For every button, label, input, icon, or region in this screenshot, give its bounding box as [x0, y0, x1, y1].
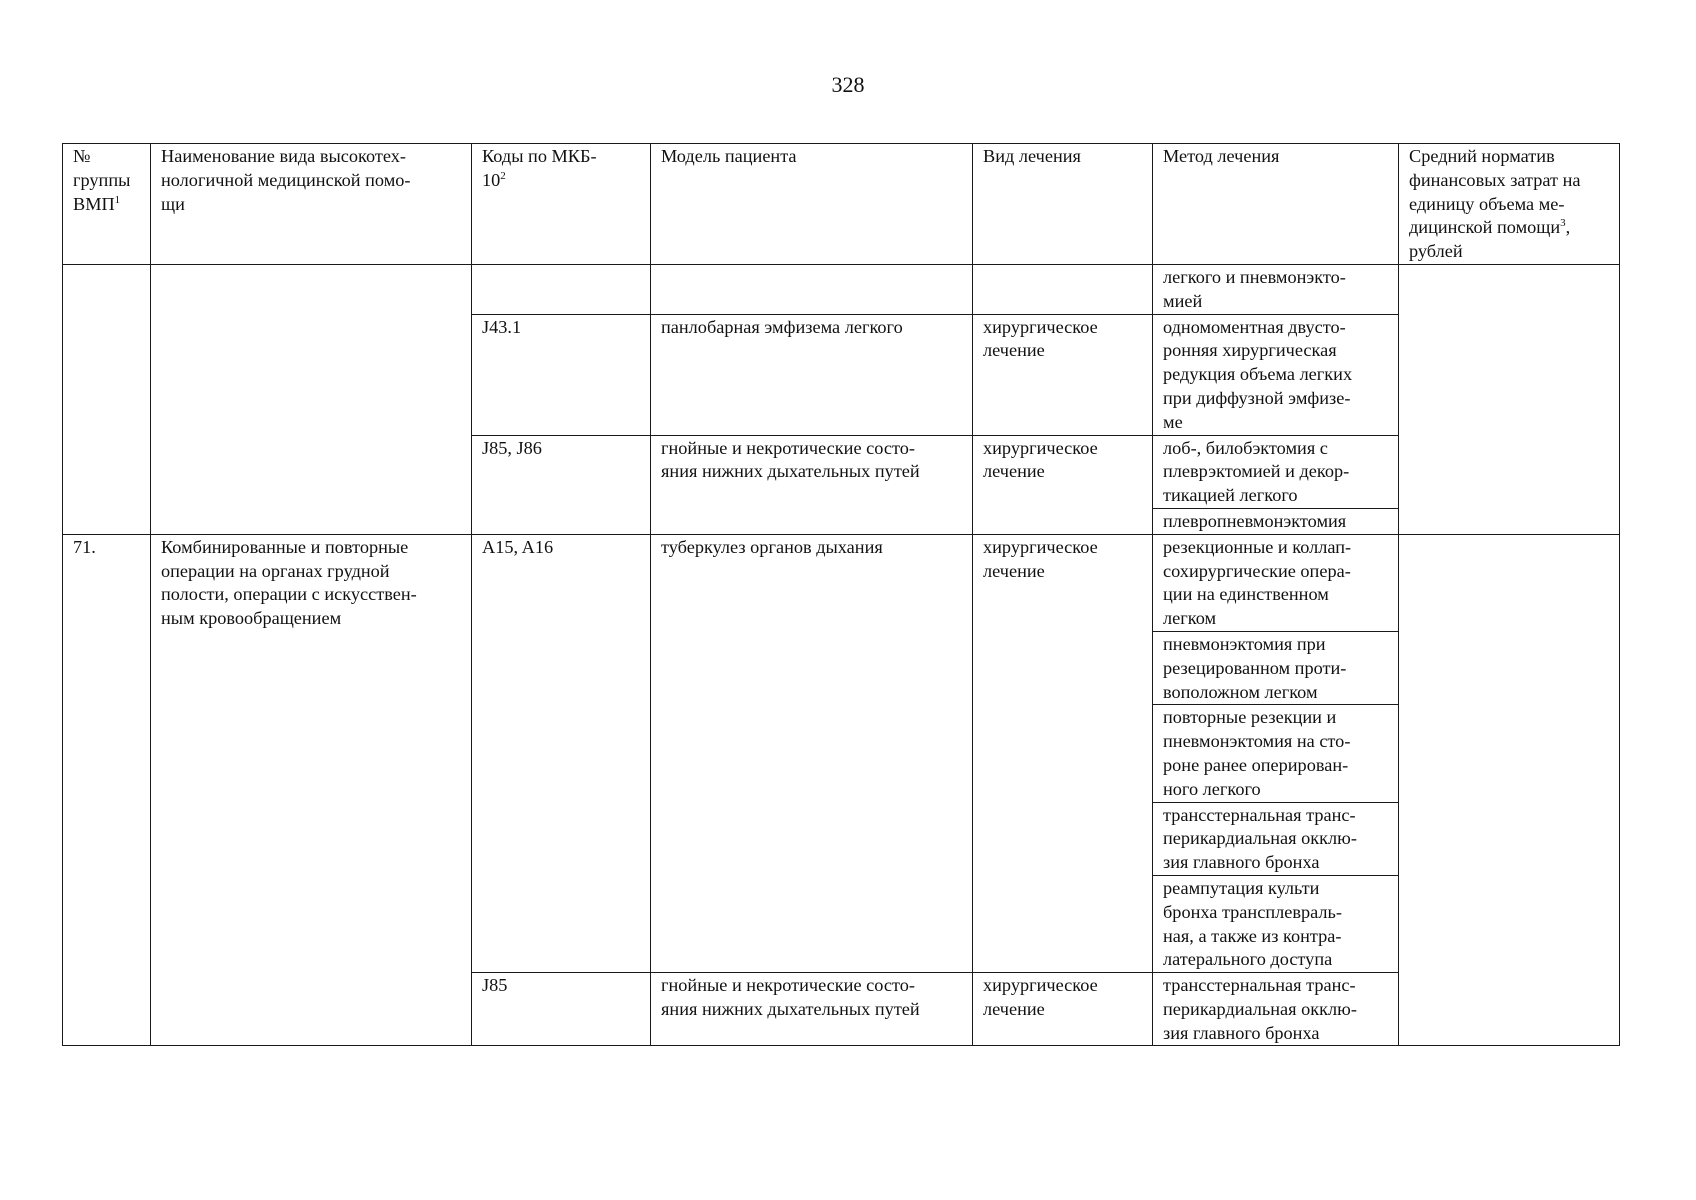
treatment-type-cell — [973, 264, 1153, 314]
treatment-method-cell: трансстернальная транс- перикардиальная окклю- зия главного бронха — [1153, 973, 1399, 1046]
header-cost-norm: Средний норматив финансовых затрат на единицу объема ме- дицинской помощи$^3$, рублей — [1399, 144, 1620, 265]
table-row — [63, 534, 1620, 631]
table-header-row — [63, 144, 1620, 265]
header-group-number: № группы ВМП$^1$ — [63, 144, 151, 265]
treatment-method-cell: пневмонэктомия при резецированном проти- воположном легком — [1153, 631, 1399, 704]
header-patient-model: Модель пациента — [651, 144, 973, 265]
page-number: 328 — [831, 72, 865, 97]
icd-code-cell: J85 — [472, 973, 651, 1046]
treatment-method-cell: повторные резекции и пневмонэктомия на сто- роне ранее оперирован- ного легкого — [1153, 705, 1399, 802]
treatment-type-cell: хирургическое лечение — [973, 973, 1153, 1046]
icd-code-cell — [472, 264, 651, 314]
cost-norm-cell — [1399, 534, 1620, 1046]
cost-norm-cell — [1399, 264, 1620, 534]
treatment-method-cell: легкого и пневмонэкто- мией — [1153, 264, 1399, 314]
patient-model-cell: туберкулез органов дыхания — [651, 534, 973, 972]
treatment-method-cell: трансстернальная транс- перикардиальная окклю- зия главного бронха — [1153, 802, 1399, 875]
header-service-name: Наименование вида высокотех- нологичной медицинской помо- щи — [151, 144, 472, 265]
treatment-method-cell: резекционные и коллап- сохирургические опера- ции на единственном легком — [1153, 534, 1399, 631]
patient-model-cell: гнойные и некротические состо- яния нижних дыхательных путей — [651, 973, 973, 1046]
header-treatment-method: Метод лечения — [1153, 144, 1399, 265]
header-icd-codes: Коды по МКБ- $10^2$ — [472, 144, 651, 265]
service-name-cell — [151, 264, 472, 534]
treatment-method-cell: одномоментная двусто- ронняя хирургическая редукция объема легких при диффузной эмфизе- ме — [1153, 314, 1399, 435]
service-name-cell: Комбинированные и повторные операции на органах грудной полости, операции с искусствен- ным кровообращением — [151, 534, 472, 1046]
vmp-table — [62, 143, 1620, 1046]
patient-model-cell: гнойные и некротические состо- яния нижних дыхательных путей — [651, 435, 973, 534]
treatment-method-cell: плевропневмонэктомия — [1153, 508, 1399, 534]
icd-code-cell: J85, J86 — [472, 435, 651, 534]
treatment-type-cell: хирургическое лечение — [973, 435, 1153, 534]
patient-model-cell — [651, 264, 973, 314]
treatment-method-cell: реампутация культи бронха трансплевраль- ная, а также из контра- латерального доступа — [1153, 875, 1399, 972]
treatment-type-cell: хирургическое лечение — [973, 314, 1153, 435]
header-treatment-type: Вид лечения — [973, 144, 1153, 265]
icd-code-cell: A15, A16 — [472, 534, 651, 972]
treatment-type-cell: хирургическое лечение — [973, 534, 1153, 972]
table-row — [63, 264, 1620, 314]
icd-code-cell: J43.1 — [472, 314, 651, 435]
patient-model-cell: панлобарная эмфизема легкого — [651, 314, 973, 435]
group-number-cell: 71. — [63, 534, 151, 1046]
treatment-method-cell: лоб-, билобэктомия с плеврэктомией и декор- тикацией легкого — [1153, 435, 1399, 508]
group-number-cell — [63, 264, 151, 534]
